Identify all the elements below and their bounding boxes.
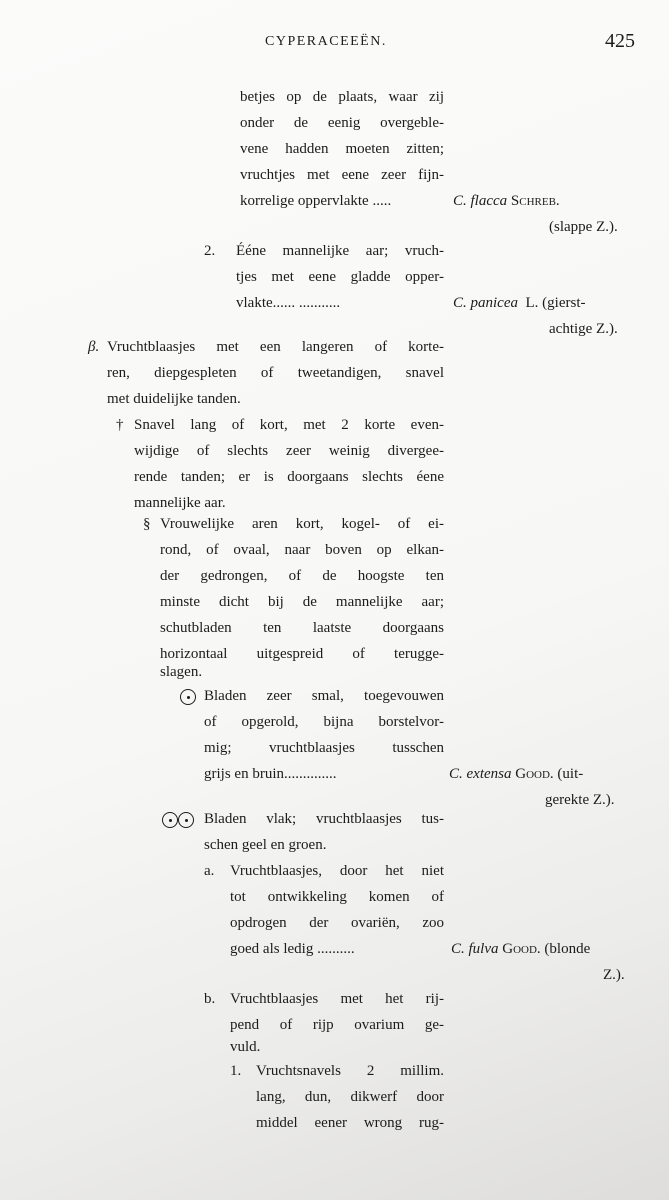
text-line: mannelijke aar. <box>134 495 226 511</box>
species-entry <box>449 761 583 787</box>
species-entry <box>453 290 586 316</box>
item-letter: a. <box>204 863 215 879</box>
text-line: opdrogen der ovariën, zoo <box>230 915 444 931</box>
text-line: minste dicht bij de mannelijke aar; <box>160 594 444 610</box>
section-marker: § <box>143 516 151 532</box>
text-line: vruchtjes met eene zeer fijn- <box>240 167 444 183</box>
dagger-marker: † <box>116 417 124 433</box>
text-line: vlakte...... ........... <box>236 295 341 311</box>
beta-marker: β. <box>88 339 100 355</box>
common-name: (gierst- <box>542 295 586 311</box>
text-line: pend of rijp ovarium ge- <box>230 1017 444 1033</box>
text-line: schen geel en groen. <box>204 837 327 853</box>
species-author: Good. <box>515 766 554 782</box>
text-line: Vruchtsnavels 2 millim. <box>256 1063 444 1079</box>
text-line: goed als ledig .......... <box>230 941 355 957</box>
running-head: CYPERACEEËN. <box>265 34 387 49</box>
item-number: 2. <box>204 243 216 259</box>
species-entry <box>451 936 590 962</box>
text-line: Vrouwelijke aren kort, kogel- of ei- <box>160 516 444 532</box>
text-line: horizontaal uitgespreid of terugge- <box>160 646 444 662</box>
text-line: vuld. <box>230 1039 261 1055</box>
species-name: C. fulva <box>451 941 499 957</box>
common-name: Z.). <box>603 967 625 983</box>
text-line: der gedrongen, of de hoogste ten <box>160 568 444 584</box>
text-line: tjes met eene gladde opper- <box>236 269 444 285</box>
text-line: of opgerold, bijna borstelvor- <box>204 714 444 730</box>
text-line: rond, of ovaal, naar boven op elkan- <box>160 542 444 558</box>
common-name: achtige Z.). <box>549 321 618 337</box>
text-line: lang, dun, dikwerf door <box>256 1089 444 1105</box>
text-line: Bladen vlak; vruchtblaasjes tus- <box>204 811 444 827</box>
text-line: korrelige oppervlakte ..... <box>240 193 392 209</box>
species-name: C. extensa <box>449 766 512 782</box>
item-letter: b. <box>204 991 216 1007</box>
text-line: Bladen zeer smal, toegevouwen <box>204 688 444 704</box>
species-author: L. <box>525 295 539 311</box>
text-line: Vruchtblaasjes met een langeren of korte- <box>107 339 444 355</box>
item-number: 1. <box>230 1063 242 1079</box>
common-name: (uit- <box>557 766 584 782</box>
common-name: (blonde <box>544 941 591 957</box>
text-line: tot ontwikkeling komen of <box>230 889 444 905</box>
text-line: wijdige of slechts zeer weinig divergee- <box>134 443 444 459</box>
text-line: middel eener wrong rug- <box>256 1115 444 1131</box>
text-line: schutbladen ten laatste doorgaans <box>160 620 444 636</box>
circled-dot-icon <box>178 812 194 828</box>
page-number: 425 <box>605 30 635 52</box>
text-line: mig; vruchtblaasjes tusschen <box>204 740 444 756</box>
species-entry <box>453 188 560 214</box>
text-line: rende tanden; er is doorgaans slechts éene <box>134 469 444 485</box>
circled-dot-icon <box>162 812 178 828</box>
text-line: ren, diepgespleten of tweetandigen, snavel <box>107 365 444 381</box>
species-author: Schreb. <box>510 193 560 209</box>
common-name: gerekte Z.). <box>545 792 615 808</box>
circled-dot-icon <box>180 689 196 705</box>
text-line: Vruchtblaasjes met het rij- <box>230 991 444 1007</box>
text-line: Snavel lang of kort, met 2 korte even- <box>134 417 444 433</box>
text-line: grijs en bruin.............. <box>204 766 337 782</box>
species-author: Good. <box>502 941 541 957</box>
text-line: betjes op de plaats, waar zij <box>240 89 444 105</box>
text-line: onder de eenig overgeble- <box>240 115 444 131</box>
species-name: C. panicea <box>453 295 518 311</box>
text-line: vene hadden moeten zitten; <box>240 141 444 157</box>
species-name: C. flacca <box>453 193 508 209</box>
text-line: met duidelijke tanden. <box>107 391 241 407</box>
text-line: Ééne mannelijke aar; vruch- <box>236 243 444 259</box>
common-name: (slappe Z.). <box>549 219 618 235</box>
text-line: slagen. <box>160 664 203 680</box>
text-line: Vruchtblaasjes, door het niet <box>230 863 444 879</box>
